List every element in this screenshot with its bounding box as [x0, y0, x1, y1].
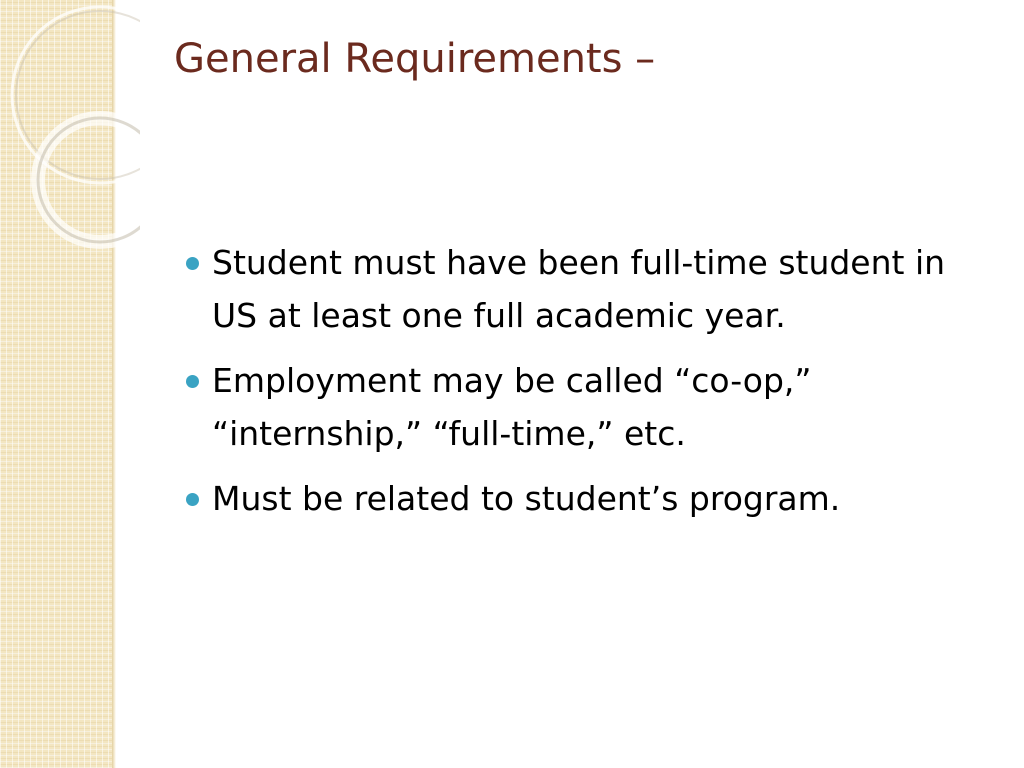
- bullet-list: [186, 236, 986, 537]
- bullet-item-1: [186, 236, 986, 342]
- bullet-item-3: [186, 472, 986, 525]
- slide-title: General Requirements –: [174, 36, 656, 82]
- decorative-rings-icon: [0, 0, 140, 260]
- bullet-text-1: Student must have been full-time student in US at least one full academic year.: [212, 243, 946, 335]
- circle-bullet-icon: [186, 257, 199, 270]
- circle-bullet-icon: [186, 493, 199, 506]
- circle-bullet-icon: [186, 375, 199, 388]
- bullet-text-3: Must be related to student’s program.: [212, 479, 841, 518]
- bullet-text-2: Employment may be called “co-op,” “internship,” “full-time,” etc.: [212, 361, 812, 453]
- bullet-item-2: [186, 354, 986, 460]
